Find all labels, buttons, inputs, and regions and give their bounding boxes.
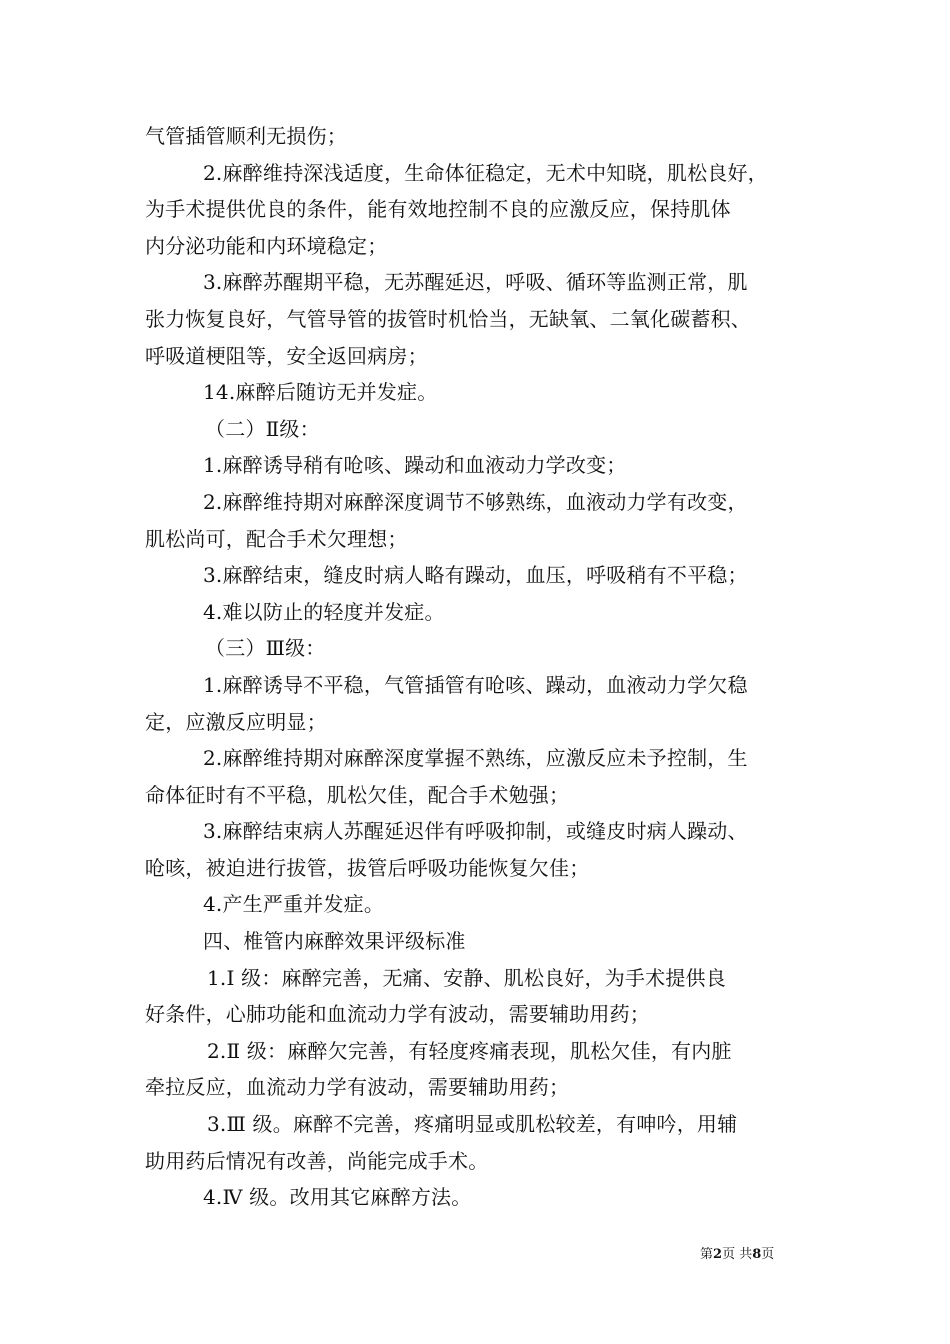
footer-prefix: 第: [700, 1247, 714, 1262]
text-line: 4.难以防止的轻度并发症。: [203, 599, 445, 624]
text-line: 呛咳，被迫进行拔管，拔管后呼吸功能恢复欠佳；: [145, 855, 590, 880]
text-line: 牵拉反应，血流动力学有波动，需要辅助用药；: [145, 1075, 570, 1100]
footer-total-pages: 8: [752, 1247, 762, 1262]
text-line: 14.麻醉后随访无并发症。: [203, 380, 438, 405]
text-line: 3.麻醉结束病人苏醒延迟伴有呼吸抑制，或缝皮时病人躁动、: [203, 819, 748, 844]
text-line: 3.麻醉结束，缝皮时病人略有躁动，血压，呼吸稍有不平稳；: [203, 563, 748, 588]
text-line: 1.麻醉诱导不平稳，气管插管有呛咳、躁动，血液动力学欠稳: [203, 672, 748, 697]
text-line: （三）Ⅲ级：: [205, 636, 326, 661]
text-line: 内分泌功能和内环境稳定；: [145, 233, 388, 258]
text-line: 2.麻醉维持深浅适度，生命体征稳定，无术中知晓，肌松良好，: [203, 160, 768, 185]
text-line: 2.Ⅱ 级：麻醉欠完善，有轻度疼痛表现，肌松欠佳，有内脏: [207, 1038, 732, 1063]
text-line: （二）Ⅱ级：: [205, 416, 320, 441]
text-line: 1.Ⅰ 级：麻醉完善，无痛、安静、肌松良好，为手术提供良: [207, 965, 726, 990]
text-line: 气管插管顺利无损伤；: [145, 124, 347, 148]
text-line: 4.Ⅳ 级。改用其它麻醉方法。: [203, 1185, 472, 1210]
text-line: 3.麻醉苏醒期平稳，无苏醒延迟，呼吸、循环等监测正常，肌: [203, 270, 748, 295]
text-line: 呼吸道梗阻等，安全返回病房；: [145, 343, 428, 368]
text-line: 3.Ⅲ 级。麻醉不完善，疼痛明显或肌松较差，有呻吟，用辅: [207, 1112, 738, 1137]
text-line: 张力恢复良好，气管导管的拔管时机恰当，无缺氧、二氧化碳蓄积、: [145, 306, 751, 331]
footer-suffix: 页: [761, 1247, 775, 1262]
text-line: 为手术提供优良的条件，能有效地控制不良的应激反应，保持肌体: [145, 197, 731, 222]
text-line: 1.麻醉诱导稍有呛咳、躁动和血液动力学改变；: [203, 453, 627, 478]
document-body: [145, 118, 815, 1216]
footer-middle: 页 共: [722, 1247, 753, 1262]
text-line: 定，应激反应明显；: [145, 709, 327, 734]
page-footer: [700, 1243, 774, 1262]
text-line: 肌松尚可，配合手术欠理想；: [145, 526, 408, 551]
text-line: 2.麻醉维持期对麻醉深度调节不够熟练，血液动力学有改变，: [203, 489, 748, 514]
footer-page-number: 2: [713, 1247, 723, 1262]
text-line: 4.产生严重并发症。: [203, 892, 385, 917]
text-line: 四、椎管内麻醉效果评级标准: [203, 929, 466, 954]
text-line: 命体征时有不平稳，肌松欠佳，配合手术勉强；: [145, 782, 570, 807]
text-line: 助用药后情况有改善，尚能完成手术。: [145, 1148, 489, 1173]
text-line: 好条件，心肺功能和血流动力学有波动，需要辅助用药；: [145, 1002, 650, 1027]
text-line: 2.麻醉维持期对麻醉深度掌握不熟练，应激反应未予控制，生: [203, 746, 748, 771]
